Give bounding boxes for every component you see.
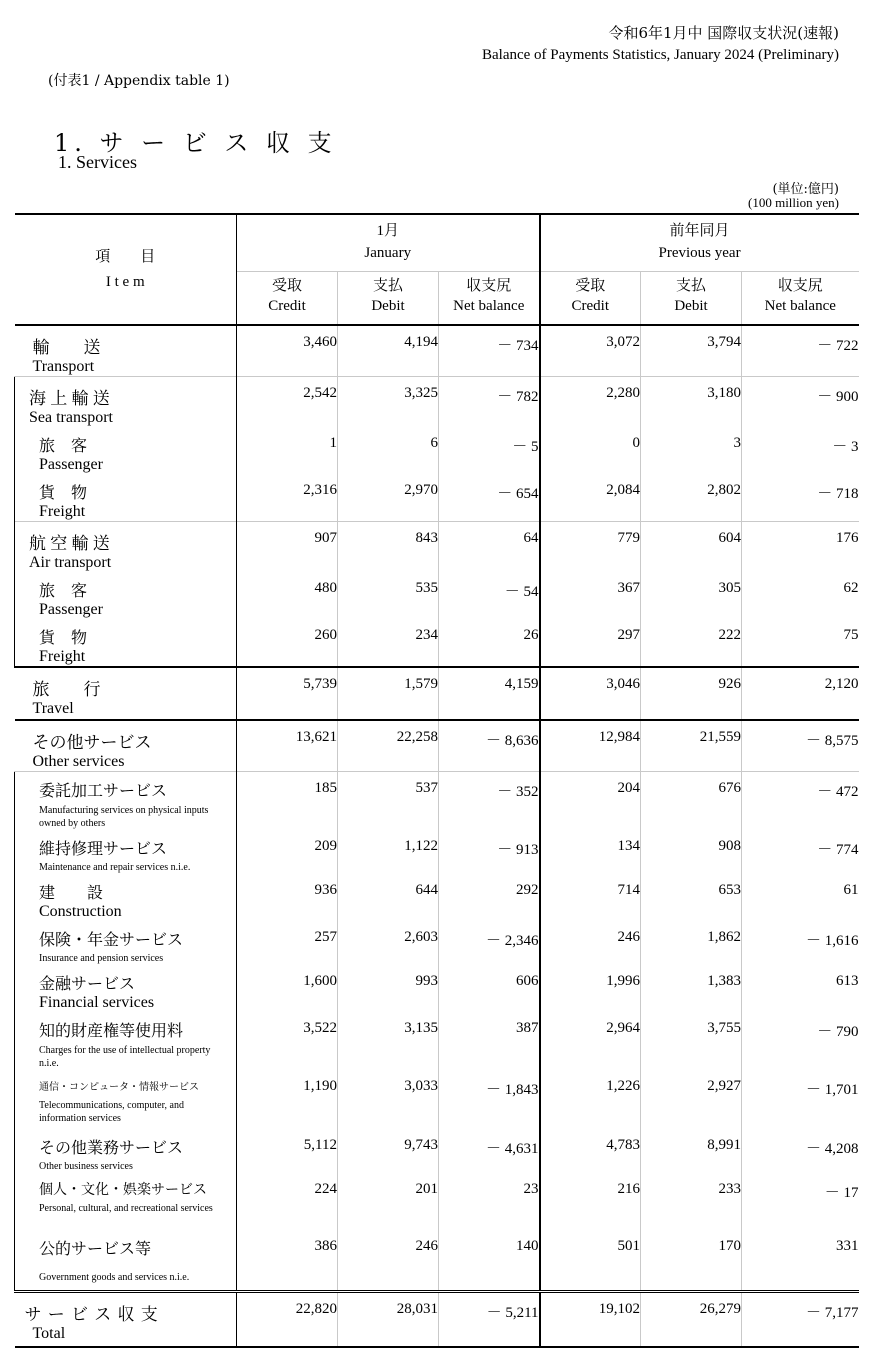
value-cell: 2,964: [606, 1020, 641, 1036]
value-cell: 185: [314, 780, 337, 796]
item-label-en: Charges for the use of intellectual property n.i.e.: [39, 1045, 211, 1069]
value-cell: 0: [632, 435, 641, 451]
item-label-en: Maintenance and repair services n.i.e.: [39, 862, 191, 873]
item-label-en: Freight: [39, 648, 86, 665]
value-cell: 2,120: [824, 676, 859, 692]
value-cell: 993: [415, 973, 438, 989]
value-cell: 1,600: [303, 973, 337, 989]
value-cell: 216: [617, 1181, 641, 1197]
value-cell: 3,046: [606, 676, 641, 692]
header-item-blank: [15, 298, 237, 325]
value-cell: － 1,701: [806, 1082, 859, 1098]
value-cell: 22,258: [396, 729, 438, 745]
value-cell: 26,279: [699, 1300, 742, 1317]
table-row: [15, 474, 859, 522]
item-label-ja: 航 空 輸 送: [29, 534, 110, 553]
value-cell: 3,325: [404, 385, 438, 401]
unit-label-en: (100 million yen): [748, 195, 839, 210]
table-row: [15, 965, 859, 1012]
value-cell: － 718: [817, 486, 859, 502]
value-cell: 936: [314, 882, 337, 898]
item-label-en: Manufacturing services on physical inputs owned by others: [39, 805, 209, 829]
header-net-ja: 収支尻: [742, 272, 859, 299]
value-cell: － 352: [497, 784, 539, 800]
value-cell: 3,522: [303, 1020, 337, 1036]
value-cell: － 472: [817, 784, 859, 800]
value-cell: 260: [314, 627, 337, 643]
item-label-ja: 保険・年金サービス: [39, 932, 184, 949]
header-net-en: Net balance: [742, 298, 859, 325]
item-label-en: Financial services: [39, 994, 155, 1011]
table-row: [15, 1230, 859, 1291]
header-debit-en: Debit: [338, 298, 439, 325]
value-cell: － 900: [817, 389, 859, 405]
value-cell: － 3: [832, 439, 859, 455]
value-cell: 5,739: [303, 676, 337, 692]
value-cell: 2,970: [404, 482, 438, 498]
value-cell: 1: [329, 435, 337, 451]
table-row: [15, 619, 859, 667]
value-cell: 1,996: [606, 973, 641, 989]
table-row: [15, 522, 859, 573]
table-row: [15, 1129, 859, 1173]
item-label-ja: 貨 物: [39, 485, 88, 502]
report-title-ja: 令和6年1月中 国際収支状況(速報): [608, 24, 839, 42]
table-row: [15, 772, 859, 831]
item-label-ja: 旅 客: [39, 583, 88, 600]
table-row: [15, 667, 859, 720]
unit-label-ja: (単位:億円): [772, 182, 839, 197]
value-cell: 170: [718, 1238, 742, 1254]
value-cell: 2,927: [707, 1078, 742, 1094]
value-cell: 2,084: [606, 482, 641, 498]
value-cell: － 913: [497, 842, 539, 858]
table-row: [15, 1173, 859, 1230]
item-label-en: Freight: [39, 503, 86, 520]
value-cell: 4,783: [606, 1137, 641, 1153]
value-cell: － 5: [512, 439, 539, 455]
item-label-en: Sea transport: [29, 409, 113, 426]
item-label-en: Insurance and pension services: [39, 953, 164, 964]
value-cell: 222: [718, 627, 742, 643]
value-cell: － 782: [497, 389, 539, 405]
item-label-en: Other business services: [39, 1161, 133, 1172]
value-cell: 134: [617, 838, 641, 854]
value-cell: － 790: [817, 1024, 859, 1040]
table-row: [15, 830, 859, 874]
value-cell: 246: [415, 1238, 438, 1254]
table-row: [15, 572, 859, 619]
value-cell: 386: [314, 1238, 337, 1254]
item-label-ja: 公的サービス等: [39, 1241, 152, 1258]
value-cell: 535: [415, 580, 438, 596]
table-row-total: [15, 1291, 859, 1347]
table-row: [15, 921, 859, 965]
header-item-blank: [15, 214, 237, 245]
value-cell: 233: [718, 1181, 742, 1197]
item-label-en: Transport: [32, 358, 95, 375]
table-row: [15, 377, 859, 428]
value-cell: － 17: [824, 1185, 859, 1201]
item-label-ja: 委託加工サービス: [39, 783, 168, 800]
value-cell: － 4,631: [486, 1141, 539, 1157]
table-row: [15, 720, 859, 772]
value-cell: 28,031: [396, 1300, 438, 1317]
value-cell: 12,984: [598, 729, 641, 745]
value-cell: － 654: [497, 486, 539, 502]
table-header: [15, 214, 859, 325]
appendix-label: (付表1 / Appendix table 1): [48, 73, 230, 89]
value-cell: 644: [415, 882, 438, 898]
item-label-ja: その他サービス: [32, 733, 152, 752]
value-cell: 1,862: [707, 929, 742, 945]
value-cell: 2,802: [707, 482, 742, 498]
table-row: [15, 1070, 859, 1129]
item-label-ja: 貨 物: [39, 630, 88, 647]
item-label-en: Telecommunications, computer, and information services: [39, 1100, 184, 1124]
value-cell: 1,579: [404, 676, 438, 692]
header-group-january-ja: 1月: [237, 214, 540, 245]
header-debit-en: Debit: [641, 298, 742, 325]
item-label-ja: サ ー ビ ス 収 支: [24, 1304, 159, 1324]
section-title-en: 1. Services: [58, 152, 137, 172]
item-label-en: Government goods and services n.i.e.: [39, 1272, 190, 1283]
value-cell: 480: [314, 580, 337, 596]
value-cell: 3: [733, 435, 742, 451]
value-cell: 537: [415, 780, 438, 796]
value-cell: 1,383: [707, 973, 742, 989]
item-label-en: Other services: [32, 753, 125, 770]
value-cell: 907: [314, 530, 337, 546]
value-cell: － 4,208: [806, 1141, 859, 1157]
value-cell: － 8,575: [806, 733, 859, 749]
value-cell: 367: [617, 580, 641, 596]
header-group-prev-ja: 前年同月: [540, 214, 859, 245]
value-cell: 2,542: [303, 385, 337, 401]
value-cell: 5,112: [303, 1137, 337, 1153]
value-cell: － 8,636: [486, 733, 539, 749]
header-group-prev-en: Previous year: [540, 245, 859, 272]
value-cell: 613: [836, 973, 859, 989]
item-label-en: Passenger: [39, 456, 103, 473]
value-cell: － 7,177: [806, 1304, 859, 1321]
value-cell: － 722: [817, 338, 859, 354]
value-cell: － 774: [817, 842, 859, 858]
item-label-en: Air transport: [29, 554, 112, 571]
value-cell: 19,102: [598, 1300, 641, 1317]
item-label-ja: その他業務サービス: [39, 1140, 184, 1157]
value-cell: 604: [718, 530, 742, 546]
header-item-en: I t e m: [15, 272, 237, 299]
value-cell: 204: [617, 780, 641, 796]
value-cell: 61: [843, 882, 859, 898]
value-cell: 331: [836, 1238, 859, 1254]
value-cell: 1,122: [404, 838, 438, 854]
value-cell: － 2,346: [486, 933, 539, 949]
item-label-ja: 旅 客: [39, 438, 88, 455]
item-label-en: Personal, cultural, and recreational services: [39, 1203, 213, 1214]
value-cell: － 54: [504, 584, 539, 600]
section-title-ja: 1. サ ー ビ ス 収 支: [54, 129, 337, 157]
report-title-en: Balance of Payments Statistics, January 2024 (Preliminary): [481, 47, 839, 63]
value-cell: 224: [314, 1181, 337, 1197]
value-cell: 387: [516, 1020, 539, 1036]
value-cell: 26: [523, 627, 539, 643]
value-cell: － 5,211: [486, 1304, 539, 1321]
value-cell: 2,316: [303, 482, 337, 498]
item-label-ja: 通信・コンピュータ・情報サービス: [39, 1082, 199, 1093]
value-cell: 4,194: [404, 334, 438, 350]
value-cell: 4,159: [504, 676, 539, 692]
value-cell: 22,820: [295, 1300, 337, 1317]
value-cell: － 1,616: [806, 933, 859, 949]
item-label-en: Travel: [32, 700, 74, 717]
services-table: [14, 213, 859, 1348]
value-cell: 714: [617, 882, 641, 898]
value-cell: 3,180: [707, 385, 742, 401]
item-label-en: Total: [32, 1324, 66, 1342]
value-cell: 140: [516, 1238, 539, 1254]
item-label-ja: 金融サービス: [39, 976, 136, 993]
value-cell: 209: [314, 838, 337, 854]
table-row: [15, 874, 859, 921]
header-debit-ja: 支払: [641, 272, 742, 299]
value-cell: 6: [430, 435, 438, 451]
header-item-ja: 項 目: [15, 245, 237, 272]
header-credit-ja: 受取: [271, 278, 302, 294]
item-label-ja: 個人・文化・娯楽サービス: [39, 1183, 207, 1198]
item-label-ja: 輸 送: [32, 338, 101, 357]
value-cell: 3,460: [303, 334, 337, 350]
value-cell: 3,794: [707, 334, 742, 350]
item-label-ja: 維持修理サービス: [39, 841, 168, 858]
value-cell: 3,755: [707, 1020, 742, 1036]
value-cell: 908: [718, 838, 742, 854]
value-cell: － 1,843: [486, 1082, 539, 1098]
value-cell: 13,621: [295, 729, 337, 745]
value-cell: 779: [617, 530, 641, 546]
header-credit-en: Credit: [540, 298, 641, 325]
value-cell: 3,033: [404, 1078, 438, 1094]
table-row: [15, 325, 859, 377]
value-cell: 3,135: [404, 1020, 438, 1036]
header-debit-ja: 支払: [338, 272, 439, 299]
value-cell: － 734: [497, 338, 539, 354]
value-cell: 3,072: [606, 334, 641, 350]
value-cell: 2,280: [606, 385, 641, 401]
header-net-en: Net balance: [439, 298, 540, 325]
value-cell: 501: [617, 1238, 641, 1254]
table-row: [15, 1012, 859, 1070]
value-cell: 234: [415, 627, 438, 643]
value-cell: 1,190: [303, 1078, 337, 1094]
value-cell: 297: [617, 627, 641, 643]
value-cell: 676: [718, 780, 742, 796]
value-cell: 62: [843, 580, 859, 596]
value-cell: 257: [314, 929, 337, 945]
value-cell: 2,603: [404, 929, 438, 945]
table-row: [15, 427, 859, 474]
value-cell: 653: [718, 882, 742, 898]
value-cell: 8,991: [707, 1137, 742, 1153]
value-cell: 201: [415, 1181, 438, 1197]
value-cell: 75: [843, 627, 859, 643]
header-credit-en: Credit: [237, 298, 338, 325]
value-cell: 9,743: [404, 1137, 438, 1153]
value-cell: 606: [516, 973, 539, 989]
value-cell: 64: [523, 530, 539, 546]
item-label-en: Construction: [39, 903, 122, 920]
value-cell: 926: [718, 676, 742, 692]
value-cell: 1,226: [606, 1078, 641, 1094]
value-cell: 305: [718, 580, 742, 596]
header-group-january-en: January: [237, 245, 540, 272]
item-label-ja: 旅 行: [32, 680, 101, 699]
value-cell: 292: [516, 882, 539, 898]
item-label-ja: 海 上 輸 送: [29, 389, 110, 408]
value-cell: 176: [836, 530, 859, 546]
table-body: [15, 325, 859, 1347]
value-cell: 21,559: [699, 729, 742, 745]
value-cell: 843: [415, 530, 438, 546]
item-label-en: Passenger: [39, 601, 103, 618]
value-cell: 23: [523, 1181, 539, 1197]
item-label-ja: 知的財産権等使用料: [39, 1023, 184, 1040]
item-label-ja: 建 設: [39, 885, 104, 902]
header-net-ja: 収支尻: [439, 272, 540, 299]
value-cell: 246: [617, 929, 641, 945]
header-credit-ja: 受取: [540, 272, 641, 299]
